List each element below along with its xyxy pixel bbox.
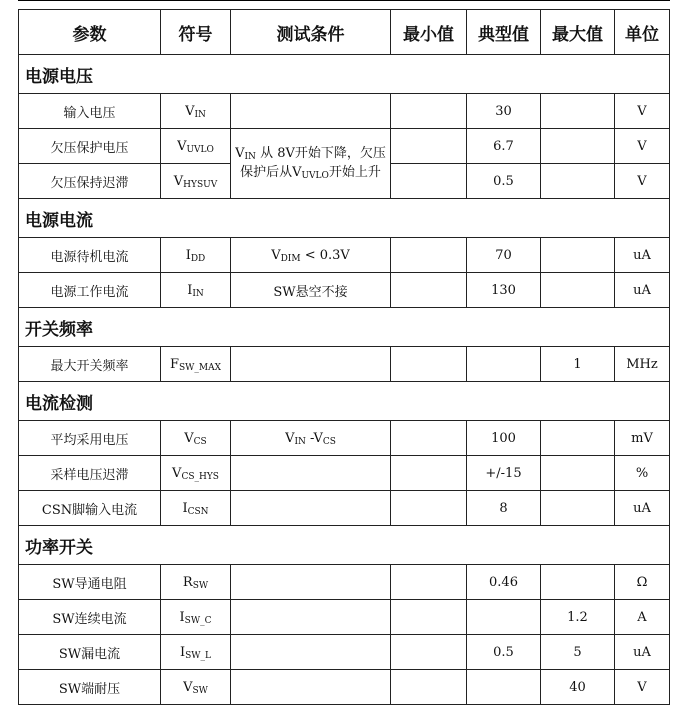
table-row bbox=[19, 600, 670, 635]
typ-cell: 130 bbox=[467, 273, 541, 308]
section-row bbox=[19, 199, 670, 238]
condition-cell bbox=[231, 670, 391, 705]
max-cell bbox=[541, 164, 615, 199]
symbol-cell: $F_{SW\_MAX}$ bbox=[161, 347, 231, 382]
table-row bbox=[19, 94, 670, 129]
table-row bbox=[19, 491, 670, 526]
section-title: 电源电流 bbox=[19, 199, 670, 238]
min-cell bbox=[391, 491, 467, 526]
max-cell bbox=[541, 273, 615, 308]
table-row bbox=[19, 347, 670, 382]
condition-cell bbox=[231, 600, 391, 635]
section-title: 电流检测 bbox=[19, 382, 670, 421]
unit-cell: MHz bbox=[615, 347, 670, 382]
table-row bbox=[19, 238, 670, 273]
table-row bbox=[19, 421, 670, 456]
header-typ: 典型值 bbox=[467, 10, 541, 55]
unit-cell: uA bbox=[615, 238, 670, 273]
table-row bbox=[19, 635, 670, 670]
unit-cell: V bbox=[615, 129, 670, 164]
condition-cell bbox=[231, 347, 391, 382]
min-cell bbox=[391, 238, 467, 273]
param-cell: 欠压保护电压 bbox=[19, 129, 161, 164]
table-row bbox=[19, 670, 670, 705]
max-cell bbox=[541, 94, 615, 129]
symbol-cell: $I_{SW\_C}$ bbox=[161, 600, 231, 635]
unit-cell: V bbox=[615, 670, 670, 705]
section-title: 电源电压 bbox=[19, 55, 670, 94]
table-row bbox=[19, 273, 670, 308]
max-cell: 5 bbox=[541, 635, 615, 670]
spec-table bbox=[18, 9, 670, 705]
min-cell bbox=[391, 635, 467, 670]
min-cell bbox=[391, 600, 467, 635]
header-condition: 测试条件 bbox=[231, 10, 391, 55]
section-row bbox=[19, 382, 670, 421]
symbol-cell: $V_{UVLO}$ bbox=[161, 129, 231, 164]
max-cell bbox=[541, 421, 615, 456]
typ-cell: 0.5 bbox=[467, 635, 541, 670]
unit-cell: mV bbox=[615, 421, 670, 456]
table-row bbox=[19, 129, 670, 164]
section-row bbox=[19, 308, 670, 347]
param-cell: SW导通电阻 bbox=[19, 565, 161, 600]
param-cell: 电源工作电流 bbox=[19, 273, 161, 308]
param-cell: 采样电压迟滞 bbox=[19, 456, 161, 491]
typ-cell: 0.5 bbox=[467, 164, 541, 199]
param-cell: CSN脚输入电流 bbox=[19, 491, 161, 526]
min-cell bbox=[391, 94, 467, 129]
condition-cell: $V_{IN}$ 从 8V开始下降，欠压保护后从$V_{UVLO}$开始上升 bbox=[231, 129, 391, 199]
max-cell: 1 bbox=[541, 347, 615, 382]
symbol-cell: $V_{SW}$ bbox=[161, 670, 231, 705]
section-row bbox=[19, 55, 670, 94]
symbol-cell: $V_{HYSUV}$ bbox=[161, 164, 231, 199]
param-cell: SW端耐压 bbox=[19, 670, 161, 705]
typ-cell: 70 bbox=[467, 238, 541, 273]
condition-cell bbox=[231, 635, 391, 670]
typ-cell bbox=[467, 670, 541, 705]
symbol-cell: $V_{CS\_HYS}$ bbox=[161, 456, 231, 491]
header-min: 最小值 bbox=[391, 10, 467, 55]
condition-cell bbox=[231, 565, 391, 600]
param-cell: 电源待机电流 bbox=[19, 238, 161, 273]
unit-cell: V bbox=[615, 94, 670, 129]
section-title: 功率开关 bbox=[19, 526, 670, 565]
param-cell: 欠压保持迟滞 bbox=[19, 164, 161, 199]
header-row bbox=[19, 10, 670, 55]
min-cell bbox=[391, 565, 467, 600]
unit-cell: V bbox=[615, 164, 670, 199]
unit-cell: A bbox=[615, 600, 670, 635]
typ-cell: +/-15 bbox=[467, 456, 541, 491]
condition-cell: $V_{DIM} < 0.3V$ bbox=[231, 238, 391, 273]
condition-cell: SW悬空不接 bbox=[231, 273, 391, 308]
min-cell bbox=[391, 456, 467, 491]
symbol-cell: $V_{CS}$ bbox=[161, 421, 231, 456]
typ-cell bbox=[467, 600, 541, 635]
max-cell bbox=[541, 238, 615, 273]
symbol-cell: $I_{SW\_L}$ bbox=[161, 635, 231, 670]
section-title: 开关频率 bbox=[19, 308, 670, 347]
param-cell: 输入电压 bbox=[19, 94, 161, 129]
max-cell bbox=[541, 129, 615, 164]
header-unit: 单位 bbox=[615, 10, 670, 55]
top-rule bbox=[18, 0, 670, 5]
min-cell bbox=[391, 273, 467, 308]
unit-cell: uA bbox=[615, 491, 670, 526]
max-cell: 40 bbox=[541, 670, 615, 705]
symbol-cell: $I_{CSN}$ bbox=[161, 491, 231, 526]
symbol-cell: $R_{SW}$ bbox=[161, 565, 231, 600]
typ-cell: 6.7 bbox=[467, 129, 541, 164]
min-cell bbox=[391, 347, 467, 382]
typ-cell: 8 bbox=[467, 491, 541, 526]
max-cell bbox=[541, 491, 615, 526]
max-cell bbox=[541, 565, 615, 600]
condition-cell: $V_{IN}$ $-V_{CS}$ bbox=[231, 421, 391, 456]
unit-cell: % bbox=[615, 456, 670, 491]
condition-cell bbox=[231, 491, 391, 526]
typ-cell bbox=[467, 347, 541, 382]
symbol-cell: $V_{IN}$ bbox=[161, 94, 231, 129]
header-param: 参数 bbox=[19, 10, 161, 55]
unit-cell: Ω bbox=[615, 565, 670, 600]
header-symbol: 符号 bbox=[161, 10, 231, 55]
typ-cell: 0.46 bbox=[467, 565, 541, 600]
table-row bbox=[19, 456, 670, 491]
param-cell: 最大开关频率 bbox=[19, 347, 161, 382]
min-cell bbox=[391, 129, 467, 164]
section-row bbox=[19, 526, 670, 565]
max-cell: 1.2 bbox=[541, 600, 615, 635]
table-row bbox=[19, 565, 670, 600]
param-cell: SW漏电流 bbox=[19, 635, 161, 670]
param-cell: SW连续电流 bbox=[19, 600, 161, 635]
typ-cell: 30 bbox=[467, 94, 541, 129]
symbol-cell: $I_{DD}$ bbox=[161, 238, 231, 273]
condition-cell bbox=[231, 94, 391, 129]
typ-cell: 100 bbox=[467, 421, 541, 456]
header-max: 最大值 bbox=[541, 10, 615, 55]
unit-cell: uA bbox=[615, 273, 670, 308]
param-cell: 平均采用电压 bbox=[19, 421, 161, 456]
min-cell bbox=[391, 670, 467, 705]
condition-cell bbox=[231, 456, 391, 491]
symbol-cell: $I_{IN}$ bbox=[161, 273, 231, 308]
min-cell bbox=[391, 164, 467, 199]
min-cell bbox=[391, 421, 467, 456]
max-cell bbox=[541, 456, 615, 491]
unit-cell: uA bbox=[615, 635, 670, 670]
